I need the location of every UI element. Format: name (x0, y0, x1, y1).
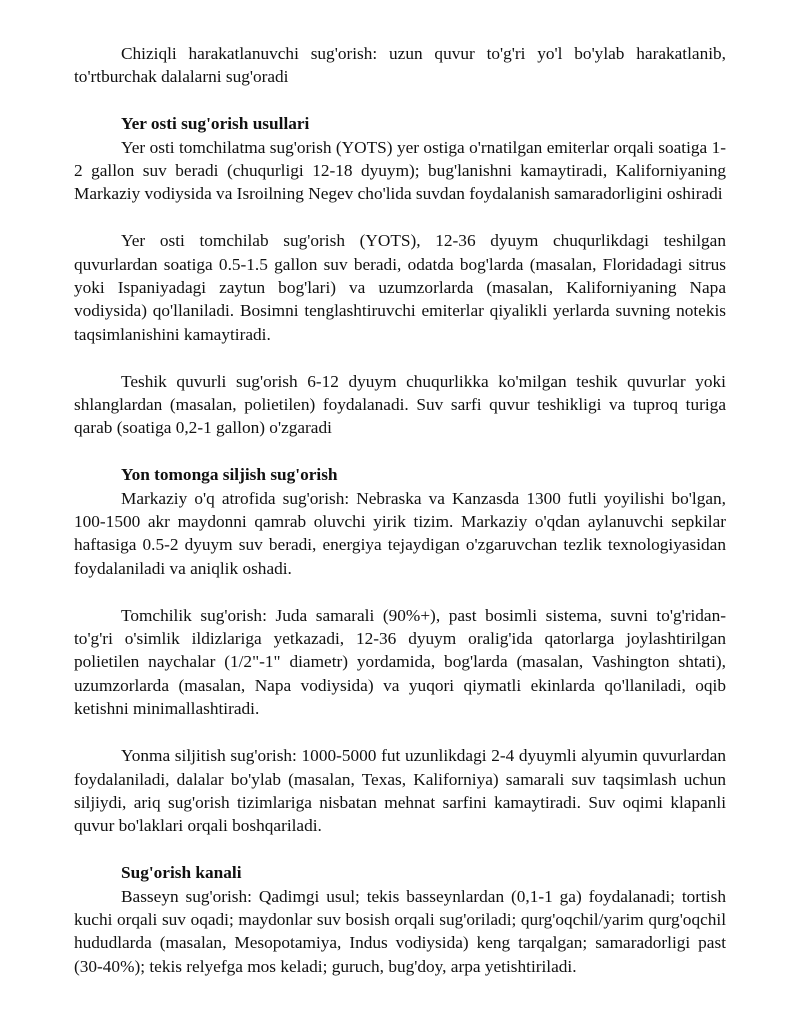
spacer (74, 346, 726, 369)
heading-lateral-move: Yon tomonga siljish sug'orish (121, 465, 338, 485)
paragraph-subsurface-drip-2: Yer osti tomchilab sug'orish (YOTS), 12-36 dyuym chuqurlikdagi teshilgan quvurlardan soatiga 0.5-1.5 gallon suv beradi, odatda bog'larda (masalan, Floridadagi sitrus yoki Ispaniyadagi zaytun bog'lari) va uzumzorlarda (masalan, Kaliforniyaning Napa vodiysida) qo'llaniladi. Bosimni tenglashtiruvchi emiterlar qiyalikli yerlarda suvning notekis taqsimlanishini kamaytiradi. (74, 231, 726, 344)
heading-subsurface: Yer osti sug'orish usullari (121, 114, 310, 134)
paragraph-subsurface-drip-1: Yer osti tomchilatma sug'orish (YOTS) yer ostiga o'rnatilgan emiterlar orqali soatiga 1-2 gallon suv beradi (chuqurligi 12-18 dyuym); bug'lanishni kamaytiradi, Kaliforniyaning Markaziy vodiysida va Isroilning Negev cho'lida suvdan foydalanish samaradorligini oshiradi (74, 137, 726, 204)
document-page (74, 42, 726, 978)
paragraph-side-roll: Yonma siljitish sug'orish: 1000-5000 fut uzunlikdagi 2-4 dyuymli alyumin quvurlardan foydalaniladi, dalalar bo'ylab (masalan, Texas, Kaliforniya) samarali suv taqsimlash uchun siljiydi, ariq sug'orish tizimlariga nisbatan mehnat sarfini kamaytiradi. Suv oqimi klapanli quvur bo'laklari orqali boshqariladi. (74, 746, 726, 836)
spacer (74, 721, 726, 744)
spacer (74, 838, 726, 861)
spacer (74, 580, 726, 603)
paragraph-perforated-pipe: Teshik quvurli sug'orish 6-12 dyuym chuqurlikka ko'milgan teshik quvurlar yoki shlanglardan (masalan, polietilen) foydalanadi. Suv sarfi quvur teshikligi va tuproq turiga qarab (soatiga 0,2-1 gallon) o'zgaradi (74, 371, 726, 438)
paragraph-drip: Tomchilik sug'orish: Juda samarali (90%+), past bosimli sistema, suvni to'g'ridan-to'g'ri o'simlik ildizlariga yetkazadi, 12-36 dyuym oralig'ida qatorlarga joylashtirilgan polietilen naychalar (1/2"-1" diametr) yordamida, bog'larda (masalan, Vashington shtati), uzumzorlarda (masalan, Napa vodiysida) va yuqori qiymatli ekinlarda qo'llaniladi, oqib ketishni minimallashtiradi. (74, 605, 726, 719)
spacer (74, 89, 726, 112)
paragraph-linear-move: Chiziqli harakatlanuvchi sug'orish: uzun quvur to'g'ri yo'l bo'ylab harakatlanib, to'rtburchak dalalarni sug'oradi (74, 44, 726, 87)
paragraph-basin: Basseyn sug'orish: Qadimgi usul; tekis basseynlardan (0,1-1 ga) foydalanadi; tortish kuchi orqali suv oqadi; maydonlar suv bosish orqali sug'oriladi; qurg'oqchil/yarim qurg'oqchil hududlarda (masalan, Mesopotamiya, Indus vodiysida) keng tarqalgan; samaradorligi past (30-40%); tekis relyefga mos keladi; guruch, bug'doy, arpa yetishtiriladi. (74, 886, 726, 976)
paragraph-center-pivot: Markaziy o'q atrofida sug'orish: Nebraska va Kanzasda 1300 futli yoyilishi bo'lgan, 100-1500 akr maydonni qamrab oluvchi yirik tizim. Markaziy o'qdan aylanuvchi sepkilar haftasiga 0.5-2 dyuym suv beradi, energiya tejaydigan o'zgaruvchan tezlik texnologiyasidan foydalaniladi va aniqlik oshadi. (74, 488, 726, 578)
spacer (74, 440, 726, 463)
heading-canal: Sug'orish kanali (121, 863, 242, 883)
spacer (74, 206, 726, 229)
